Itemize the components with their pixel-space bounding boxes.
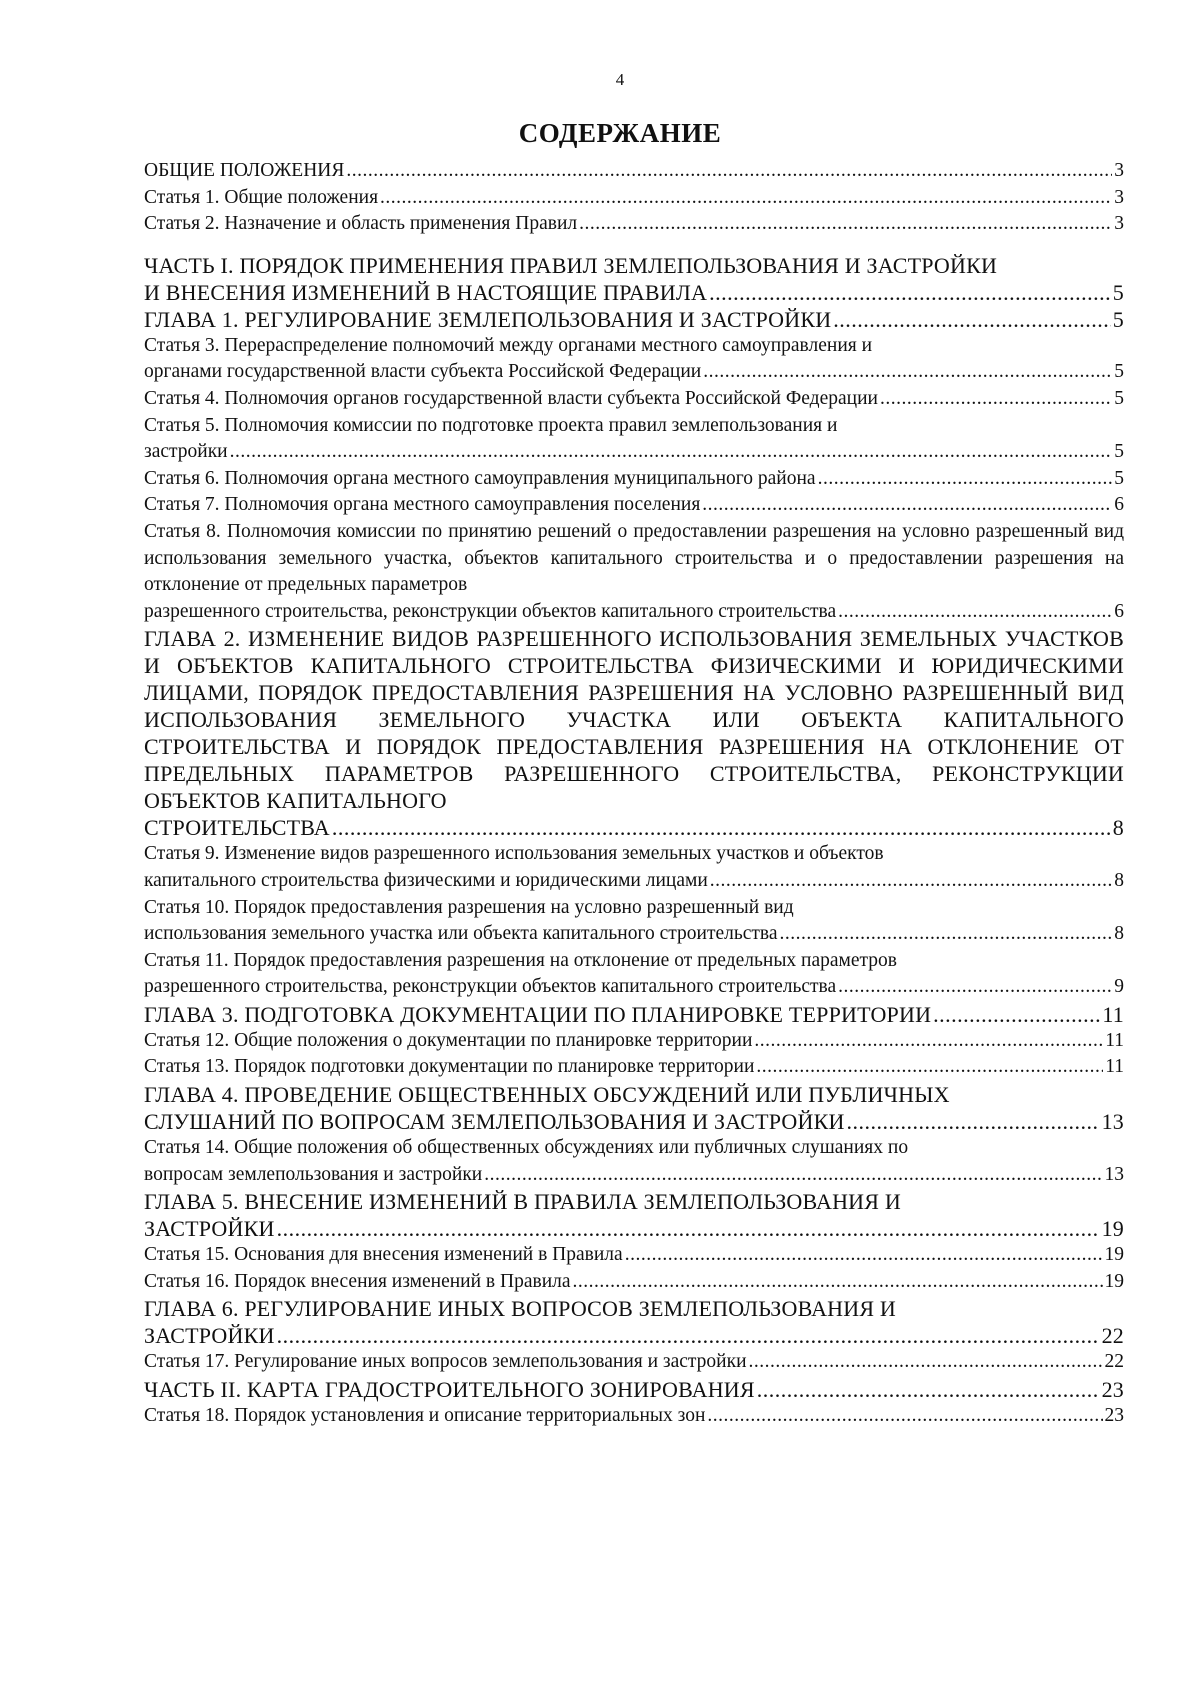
dot-leader: [625, 1242, 1103, 1269]
dot-leader: [579, 211, 1112, 238]
dot-leader: [757, 1376, 1100, 1403]
toc-entry-text: Статья 3. Перераспределение полномочий между органами местного самоуправления и: [144, 334, 873, 356]
table-of-contents: [144, 158, 1124, 1430]
toc-page-number: 23: [1104, 1405, 1124, 1427]
toc-entry[interactable]: [144, 895, 1124, 948]
toc-entry[interactable]: [144, 1188, 1124, 1242]
dot-leader: [756, 1054, 1103, 1081]
toc-entry-title: И ВНЕСЕНИЯ ИЗМЕНЕНИЙ В НАСТОЯЩИЕ ПРАВИЛА: [144, 279, 708, 305]
toc-entry-title: Статья 12. Общие положения о документации по планировке территории: [144, 1029, 753, 1051]
toc-entry[interactable]: [144, 386, 1124, 413]
toc-entry-text: Статья 14. Общие положения об общественных обсуждениях или публичных слушаниях по: [144, 1137, 909, 1159]
toc-entry-title: застройки: [144, 441, 228, 463]
dot-leader: [346, 158, 1112, 185]
toc-page-number: 11: [1105, 1056, 1124, 1078]
toc-entry[interactable]: [144, 625, 1124, 841]
toc-page-number: 6: [1114, 494, 1124, 516]
toc-entry-title: разрешенного строительства, реконструкции объектов капитального строительства: [144, 976, 837, 998]
dot-leader: [838, 974, 1112, 1001]
toc-page-number: 5: [1112, 279, 1124, 305]
toc-entry-title: Статья 4. Полномочия органов государственной власти субъекта Российской Федерации: [144, 387, 878, 409]
toc-entry-title: Статья 6. Полномочия органа местного самоуправления муниципального района: [144, 467, 816, 489]
toc-page-number: 23: [1101, 1377, 1124, 1403]
toc-page-number: 3: [1114, 186, 1124, 208]
dot-leader: [749, 1349, 1103, 1376]
toc-page-number: 5: [1114, 387, 1124, 409]
toc-entry[interactable]: [144, 1135, 1124, 1188]
toc-entry[interactable]: [144, 466, 1124, 493]
dot-leader: [277, 1322, 1100, 1349]
toc-entry-title: Статья 13. Порядок подготовки документации по планировке территории: [144, 1056, 755, 1078]
dot-leader: [838, 599, 1112, 626]
toc-entry-text: ЧАСТЬ I. ПОРЯДОК ПРИМЕНЕНИЯ ПРАВИЛ ЗЕМЛЕПОЛЬЗОВАНИЯ И ЗАСТРОЙКИ: [144, 252, 998, 278]
toc-entry[interactable]: [144, 306, 1124, 333]
toc-entry[interactable]: [144, 158, 1124, 185]
toc-page-number: 13: [1104, 1163, 1124, 1185]
toc-page-number: 8: [1114, 923, 1124, 945]
toc-entry-title: СТРОИТЕЛЬСТВА: [144, 815, 330, 841]
toc-entry-title: Статья 15. Основания для внесения изменений в Правила: [144, 1244, 623, 1266]
toc-page-number: 5: [1114, 361, 1124, 383]
toc-entry-title: Статья 7. Полномочия органа местного самоуправления поселения: [144, 494, 701, 516]
dot-leader: [780, 921, 1113, 948]
dot-leader: [833, 306, 1111, 333]
toc-page-number: 19: [1104, 1244, 1124, 1266]
toc-entry-text: Статья 9. Изменение видов разрешенного использования земельных участков и объектов: [144, 843, 884, 865]
toc-entry-title: ОБЩИЕ ПОЛОЖЕНИЯ: [144, 160, 345, 181]
dot-leader: [332, 814, 1111, 841]
dot-leader: [709, 279, 1111, 306]
dot-leader: [703, 359, 1112, 386]
toc-entry-title: Статья 2. Назначение и область применения Правил: [144, 213, 578, 235]
toc-entry[interactable]: [144, 1295, 1124, 1349]
toc-entry-title: разрешенного строительства, реконструкции объектов капитального строительства: [144, 600, 837, 622]
toc-entry[interactable]: [144, 1081, 1124, 1135]
toc-entry[interactable]: [144, 492, 1124, 519]
toc-entry-text: ГЛАВА 2. ИЗМЕНЕНИЕ ВИДОВ РАЗРЕШЕННОГО ИСПОЛЬЗОВАНИЯ ЗЕМЕЛЬНЫХ УЧАСТКОВ И ОБЪЕКТОВ КАПИТАЛЬНОГО СТРОИТЕЛЬСТВА ФИЗИЧЕСКИМИ И ЮРИДИЧЕСКИМИ ЛИЦАМИ, ПОРЯДОК ПРЕДОСТАВЛЕНИЯ РАЗРЕШЕНИЯ НА УСЛОВНО РАЗРЕШЕННЫЙ ВИД ИСПОЛЬЗОВАНИЯ ЗЕМЕЛЬНОГО УЧАСТКА ИЛИ ОБЪЕКТА КАПИТАЛЬНОГО СТРОИТЕЛЬСТВА И ПОРЯДОК ПРЕДОСТАВЛЕНИЯ РАЗРЕШЕНИЯ НА ОТКЛОНЕНИЕ ОТ ПРЕДЕЛЬНЫХ ПАРАМЕТРОВ РАЗРЕШЕННОГО СТРОИТЕЛЬСТВА, РЕКОНСТРУКЦИИ ОБЪЕКТОВ КАПИТАЛЬНОГО: [144, 626, 1124, 814]
toc-entry-title: СЛУШАНИЙ ПО ВОПРОСАМ ЗЕМЛЕПОЛЬЗОВАНИЯ И ЗАСТРОЙКИ: [144, 1109, 845, 1135]
toc-entry-title: вопросам землепользования и застройки: [144, 1163, 483, 1185]
toc-page-number: 5: [1112, 306, 1124, 332]
toc-entry[interactable]: [144, 1028, 1124, 1055]
dot-leader: [754, 1028, 1103, 1055]
dot-leader: [484, 1162, 1102, 1189]
toc-entry[interactable]: [144, 1269, 1124, 1296]
toc-entry[interactable]: [144, 1001, 1124, 1028]
toc-entry-title: ЧАСТЬ II. КАРТА ГРАДОСТРОИТЕЛЬНОГО ЗОНИРОВАНИЯ: [144, 1377, 755, 1403]
dot-leader: [380, 185, 1112, 212]
toc-entry-title: ЗАСТРОЙКИ: [144, 1323, 275, 1349]
toc-entry[interactable]: [144, 519, 1124, 625]
toc-entry[interactable]: [144, 1054, 1124, 1081]
dot-leader: [933, 1001, 1100, 1028]
toc-entry-title: Статья 1. Общие положения: [144, 186, 379, 208]
toc-entry-text: ГЛАВА 4. ПРОВЕДЕНИЕ ОБЩЕСТВЕННЫХ ОБСУЖДЕНИЙ ИЛИ ПУБЛИЧНЫХ: [144, 1082, 950, 1108]
toc-page-number: 22: [1104, 1351, 1124, 1373]
toc-page-number: 11: [1105, 1029, 1124, 1051]
toc-page-number: 19: [1104, 1270, 1124, 1292]
toc-entry-title: Статья 17. Регулирование иных вопросов землепользования и застройки: [144, 1351, 747, 1373]
toc-page-number: 8: [1112, 815, 1124, 841]
toc-page-number: 3: [1114, 160, 1124, 181]
toc-page-number: 11: [1102, 1001, 1124, 1027]
toc-entry[interactable]: [144, 252, 1124, 306]
dot-leader: [230, 439, 1113, 466]
toc-page-number: 5: [1114, 441, 1124, 463]
toc-entry[interactable]: [144, 1376, 1124, 1403]
toc-entry-title: ЗАСТРОЙКИ: [144, 1216, 275, 1242]
toc-entry[interactable]: [144, 948, 1124, 1001]
toc-title: СОДЕРЖАНИЕ: [518, 118, 722, 148]
toc-page-number: 13: [1101, 1109, 1124, 1135]
toc-entry-text: ГЛАВА 6. РЕГУЛИРОВАНИЕ ИНЫХ ВОПРОСОВ ЗЕМЛЕПОЛЬЗОВАНИЯ И: [144, 1296, 897, 1322]
toc-entry-title: ГЛАВА 1. РЕГУЛИРОВАНИЕ ЗЕМЛЕПОЛЬЗОВАНИЯ И ЗАСТРОЙКИ: [144, 306, 832, 332]
toc-entry-text: ГЛАВА 5. ВНЕСЕНИЕ ИЗМЕНЕНИЙ В ПРАВИЛА ЗЕМЛЕПОЛЬЗОВАНИЯ И: [144, 1189, 901, 1215]
toc-entry[interactable]: [144, 413, 1124, 466]
toc-page-number: 3: [1114, 213, 1124, 235]
toc-entry-title: Статья 18. Порядок установления и описание территориальных зон: [144, 1405, 706, 1427]
dot-leader: [277, 1215, 1100, 1242]
dot-leader: [707, 1403, 1102, 1430]
toc-entry[interactable]: [144, 333, 1124, 386]
toc-entry-title: ГЛАВА 3. ПОДГОТОВКА ДОКУМЕНТАЦИИ ПО ПЛАНИРОВКЕ ТЕРРИТОРИИ: [144, 1001, 932, 1027]
toc-page-number: 5: [1114, 467, 1124, 489]
dot-leader: [847, 1108, 1100, 1135]
dot-leader: [702, 492, 1112, 519]
dot-leader: [710, 868, 1112, 895]
dot-leader: [573, 1269, 1103, 1296]
toc-entry-text: Статья 5. Полномочия комиссии по подготовке проекта правил землепользования и: [144, 414, 838, 436]
toc-page-number: 22: [1101, 1323, 1124, 1349]
toc-page-number: 9: [1114, 976, 1124, 998]
toc-entry-text: Статья 8. Полномочия комиссии по принятию решений о предоставлении разрешения на условно разрешенный вид использования земельного участка, объектов капитального строительства и о предоставлении разрешения на отклонение от предельных параметров: [144, 520, 1124, 596]
dot-leader: [880, 386, 1112, 413]
toc-page-number: 6: [1114, 600, 1124, 622]
toc-entry[interactable]: [144, 1349, 1124, 1376]
toc-entry[interactable]: [144, 841, 1124, 894]
dot-leader: [818, 466, 1113, 493]
toc-entry-title: органами государственной власти субъекта Российской Федерации: [144, 361, 702, 383]
toc-page-number: 8: [1114, 869, 1124, 891]
toc-entry-title: капитального строительства физическими и юридическими лицами: [144, 869, 708, 891]
toc-entry-title: использования земельного участка или объекта капитального строительства: [144, 923, 778, 945]
toc-entry[interactable]: [144, 185, 1124, 212]
toc-page-number: 19: [1101, 1216, 1124, 1242]
toc-entry[interactable]: [144, 1403, 1124, 1430]
toc-entry-title: Статья 16. Порядок внесения изменений в Правила: [144, 1270, 571, 1292]
page-number: 4: [615, 70, 625, 89]
toc-entry-text: Статья 10. Порядок предоставления разрешения на условно разрешенный вид: [144, 896, 794, 918]
toc-entry[interactable]: [144, 211, 1124, 238]
toc-entry-text: Статья 11. Порядок предоставления разрешения на отклонение от предельных параметров: [144, 949, 897, 971]
toc-entry[interactable]: [144, 1242, 1124, 1269]
